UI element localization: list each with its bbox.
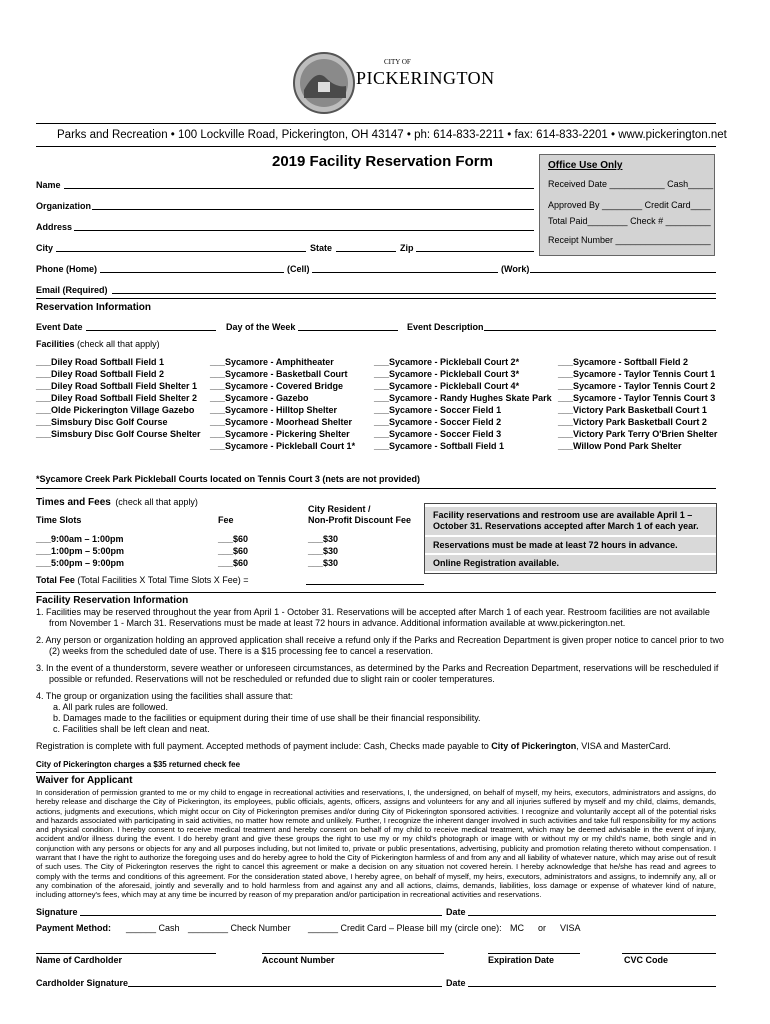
account-number-input[interactable] — [262, 953, 444, 954]
facility-option[interactable]: ___Sycamore - Pickleball Court 4* — [374, 381, 520, 391]
event-description-label: Event Description — [407, 322, 484, 332]
credit-card-option[interactable]: ______ Credit Card – Please bill my (circle one): — [308, 923, 502, 933]
account-number-label: Account Number — [262, 955, 335, 965]
cardholder-date-label: Date — [446, 978, 466, 988]
or-text: or — [538, 923, 547, 933]
waiver-heading: Waiver for Applicant — [36, 775, 133, 786]
info-item-4: 4. The group or organization using the facilities shall assure that: — [36, 691, 293, 701]
address-label: Address — [36, 222, 73, 232]
cardholder-signature-label: Cardholder Signature — [36, 978, 129, 988]
info-heading: Facility Reservation Information — [36, 595, 189, 606]
work-label: (Work) — [501, 264, 530, 274]
discount-option[interactable]: ___$30 — [308, 558, 339, 568]
signature-date-input[interactable] — [468, 915, 716, 916]
facility-option[interactable]: ___Diley Road Softball Field Shelter 1 — [36, 381, 198, 391]
payment-methods-text — [36, 741, 716, 752]
facility-option[interactable]: ___Sycamore - Softball Field 2 — [558, 357, 689, 367]
total-fee-note: (Total Facilities X Total Time Slots X Fee) = — [77, 575, 249, 585]
facility-option[interactable]: ___Sycamore - Gazebo — [210, 393, 309, 403]
expiration-date-label: Expiration Date — [488, 955, 555, 965]
expiration-date-input[interactable] — [488, 953, 580, 954]
logo-city-of: CITY OF — [384, 58, 411, 66]
fee-option[interactable]: ___$60 — [218, 546, 249, 556]
payment-payee: City of Pickerington — [491, 741, 577, 751]
office-total-row: Total Paid________ Check # _________ — [548, 216, 711, 226]
info-item-4c: c. Facilities shall be left clean and neat. — [53, 724, 210, 734]
notice-online: Online Registration available. — [425, 555, 716, 571]
returned-check-note: City of Pickerington charges a $35 returned check fee — [36, 760, 241, 769]
waiver-rule — [36, 772, 716, 773]
facility-option[interactable]: ___Diley Road Softball Field 2 — [36, 369, 165, 379]
office-use-box — [539, 154, 715, 256]
facility-option[interactable]: ___Sycamore - Moorhead Shelter — [210, 417, 353, 427]
email-input[interactable] — [112, 293, 716, 294]
office-received-row: Received Date ___________ Cash_____ — [548, 179, 714, 189]
discount-option[interactable]: ___$30 — [308, 534, 339, 544]
check-number-option[interactable]: ________ Check Number — [188, 923, 291, 933]
facility-option[interactable]: ___Victory Park Terry O'Brien Shelter — [558, 429, 718, 439]
cardholder-name-label: Name of Cardholder — [36, 955, 123, 965]
work-input[interactable] — [530, 272, 716, 273]
event-date-input[interactable] — [86, 330, 216, 331]
facility-option[interactable]: ___Victory Park Basketball Court 2 — [558, 417, 707, 427]
mc-option[interactable]: MC — [510, 923, 524, 933]
total-fee-row — [36, 575, 249, 585]
city-logo — [286, 48, 495, 118]
facility-column-3 — [374, 356, 552, 452]
time-slots-header: Time Slots — [36, 515, 82, 525]
city-label: City — [36, 243, 54, 253]
header-contact-line: Parks and Recreation • 100 Lockville Road, Pickerington, OH 43147 • ph: 614-833-2211 • fax: 614-833-2201 • www.pickerington.net — [57, 129, 727, 141]
signature-label: Signature — [36, 907, 78, 917]
facility-option[interactable]: ___Sycamore - Randy Hughes Skate Park — [374, 393, 552, 403]
cardholder-name-input[interactable] — [36, 953, 216, 954]
name-label: Name — [36, 180, 61, 190]
state-input[interactable] — [336, 251, 396, 252]
organization-input[interactable] — [92, 209, 534, 210]
facility-option[interactable]: ___Sycamore - Pickleball Court 1* — [210, 441, 356, 451]
facility-option[interactable]: ___Sycamore - Soccer Field 3 — [374, 429, 502, 439]
office-receipt-row: Receipt Number ___________________ — [548, 235, 711, 245]
event-description-input[interactable] — [484, 330, 716, 331]
facility-option[interactable]: ___Diley Road Softball Field 1 — [36, 357, 165, 367]
facility-option[interactable]: ___Sycamore - Taylor Tennis Court 1 — [558, 369, 716, 379]
cell-label: (Cell) — [287, 264, 310, 274]
cvc-label: CVC Code — [624, 955, 669, 965]
info-item-2: 2. Any person or organization holding an approved application shall receive a refund only if the Parks and Recreation Department is given proper notice to cancel prior to two (2) weeks from the scheduled date of use. There is a $15 processing fee to cancel a reservation. — [36, 635, 724, 656]
cash-option[interactable]: ______ Cash — [126, 923, 180, 933]
header-rule — [36, 123, 716, 124]
reservation-rule — [36, 298, 716, 299]
fee-header: Fee — [218, 515, 234, 525]
facility-option[interactable]: ___Sycamore - Covered Bridge — [210, 381, 344, 391]
times-rule — [36, 488, 716, 489]
zip-label: Zip — [400, 243, 414, 253]
times-heading-note: (check all that apply) — [115, 497, 198, 507]
discount-column — [308, 533, 338, 569]
logo-name: PICKERINGTON — [356, 68, 495, 88]
availability-notice — [424, 503, 717, 574]
resident-header-2: Non-Profit Discount Fee — [308, 515, 411, 525]
info-item-3: 3. In the event of a thunderstorm, severe weather or unforeseen circumstances, as determined by the Parks and Recreation Department, reservations will be rescheduled if possible or refunded. Reservations will not be rescheduled or refunded due to slight rain or cooler temperatures. — [36, 663, 719, 684]
discount-option[interactable]: ___$30 — [308, 546, 339, 556]
organization-label: Organization — [36, 201, 92, 211]
office-approved-row: Approved By ________ Credit Card____ — [548, 200, 711, 210]
day-of-week-label: Day of the Week — [226, 322, 296, 332]
phone-home-input[interactable] — [100, 272, 284, 273]
cardholder-signature-input[interactable] — [128, 986, 442, 987]
info-item-4b: b. Damages made to the facilities or equipment during their time of use shall be their financial responsibility. — [53, 713, 481, 723]
facility-option[interactable]: ___Sycamore - Pickleball Court 3* — [374, 369, 520, 379]
facility-option[interactable]: ___Sycamore - Hilltop Shelter — [210, 405, 338, 415]
info-item-1: 1. Facilities may be reserved throughout the year from April 1 - October 31. Reservations will be accepted after March 1 of each year. Restroom facilities are not available from November 1 - March 31. Reservations must be made at least 72 hours in advance. Additional information available at www.pickerington.net. — [36, 607, 710, 628]
info-item-4a: a. All park rules are followed. — [53, 702, 169, 712]
facility-option[interactable]: ___Sycamore - Soccer Field 2 — [374, 417, 502, 427]
facility-option[interactable]: ___Sycamore - Basketball Court — [210, 369, 348, 379]
resident-header-1: City Resident / — [308, 504, 371, 514]
signature-input[interactable] — [80, 915, 442, 916]
facility-column-1 — [36, 356, 201, 440]
zip-input[interactable] — [416, 251, 534, 252]
cell-input[interactable] — [312, 272, 498, 273]
time-slot-column — [36, 533, 124, 569]
fee-option[interactable]: ___$60 — [218, 534, 249, 544]
times-heading — [36, 492, 198, 510]
city-input[interactable] — [56, 251, 306, 252]
address-input[interactable] — [74, 230, 534, 231]
facility-option[interactable]: ___Sycamore - Soccer Field 1 — [374, 405, 502, 415]
event-date-label: Event Date — [36, 322, 83, 332]
time-slot-option[interactable]: ___5:00pm – 9:00pm — [36, 558, 125, 568]
header-rule-bottom — [36, 146, 716, 147]
day-of-week-input[interactable] — [298, 330, 398, 331]
waiver-text: In consideration of permission granted to me or my child to engage in recreational activities and reservations, I, the undersigned, on behalf of myself, my heirs, executors, administrators and assigns, do hereby release and discharge the City of Pickerington, its employees, public officials, agents, officers, assigns and volunteers for any and all injuries suffered by myself and my child, claims, demands, actions, judgments and executions, which might occur on City of Pickerington premises and/or during City of Pickerington sponsored activities. I recognize and voluntarily accept all of the potential risks and hazards associated with participating in said activities, no matter how remote and unlikely. Further, I recognize the inherent danger involved in such activities and take full responsibility for my actions and physical condition. I hereby consent to receive medical treatment and hereby consent on behalf of my child to receive medical treatment, which may be deemed advisable in the event of injury, accident and/or illness during the event. I do hereby grant and give these groups the right to use my or my child's photograph or image with or without my or my child's name, both single and in conjunction with any persons or objects for any and all purposes including, but not limited to, private or public presentations, advertising, publicity and promotion relating thereto without compensation. I warrant that I have the right to authorize the foregoing uses and do hereby agree to hold the City of Pickerington harmless of and from any and all liability of whatever nature, which may arise out of result of such uses. The City of Pickerington reserves the right to cancel this agreement or make a decision on any situation not covered herein. I hereby acknowledge that he/she has read and agrees to comply with the terms and conditions of this agreement. For the consideration stated above, I hereby agree, on behalf of myself, my heirs, executors, administrators and assigns, to indemnify any, all or any combination of the aforesaid, jointly and severally and to hold harmless from and against any and all actions, claims, demands, liabilities, loss damage or expense of whatever kind of nature, including attorney's fees, which may at any time be incurred by reason of my preparation and/or participation in recreational activities and reservations. — [36, 788, 716, 900]
total-fee-input[interactable] — [306, 584, 424, 585]
facility-option[interactable]: ___Willow Pond Park Shelter — [558, 441, 682, 451]
phone-home-label: Phone (Home) — [36, 264, 98, 274]
signature-date-label: Date — [446, 907, 466, 917]
payment-method-label: Payment Method: — [36, 923, 112, 933]
info-rule — [36, 592, 716, 593]
time-slot-option[interactable]: ___9:00am – 1:00pm — [36, 534, 124, 544]
notice-availability: Facility reservations and restroom use are available April 1 – October 31. Reservations accepted after March 1 of each year. — [425, 507, 716, 535]
facility-column-2 — [210, 356, 355, 452]
facilities-heading — [36, 339, 160, 349]
office-use-title: Office Use Only — [548, 160, 623, 171]
visa-option[interactable]: VISA — [560, 923, 581, 933]
facilities-label: Facilities — [36, 339, 75, 349]
payment-methods-end: , VISA and MasterCard. — [576, 741, 671, 751]
payment-methods-lead: Registration is complete with full payment. Accepted methods of payment include: Cash, Checks made payable to — [36, 741, 492, 751]
facility-option[interactable]: ___Sycamore - Taylor Tennis Court 3 — [558, 393, 716, 403]
facility-option[interactable]: ___Sycamore - Softball Field 1 — [374, 441, 505, 451]
facility-option[interactable]: ___Simsbury Disc Golf Course Shelter — [36, 429, 201, 439]
cardholder-date-input[interactable] — [468, 986, 716, 987]
cvc-input[interactable] — [622, 953, 716, 954]
form-title: 2019 Facility Reservation Form — [272, 153, 493, 170]
facility-option[interactable]: ___Sycamore - Pickering Shelter — [210, 429, 350, 439]
facility-option[interactable]: ___Sycamore - Amphitheater — [210, 357, 334, 367]
facility-option[interactable]: ___Sycamore - Pickleball Court 2* — [374, 357, 520, 367]
facility-option[interactable]: ___Olde Pickerington Village Gazebo — [36, 405, 195, 415]
notice-advance: Reservations must be made at least 72 hours in advance. — [425, 537, 716, 553]
state-label: State — [310, 243, 333, 253]
city-seal-icon — [286, 48, 366, 118]
pickleball-note: *Sycamore Creek Park Pickleball Courts located on Tennis Court 3 (nets are not provided) — [36, 474, 420, 484]
facility-option[interactable]: ___Simsbury Disc Golf Course — [36, 417, 168, 427]
reservation-heading: Reservation Information — [36, 302, 152, 313]
facility-option[interactable]: ___Victory Park Basketball Court 1 — [558, 405, 707, 415]
time-slot-option[interactable]: ___1:00pm – 5:00pm — [36, 546, 125, 556]
email-label: Email (Required) — [36, 285, 108, 295]
fee-column — [218, 533, 248, 569]
name-input[interactable] — [64, 188, 534, 189]
facility-column-4 — [558, 356, 717, 452]
total-fee-label: Total Fee — [36, 575, 75, 585]
facility-option[interactable]: ___Diley Road Softball Field Shelter 2 — [36, 393, 198, 403]
times-heading-label: Times and Fees — [36, 497, 111, 508]
facilities-note: (check all that apply) — [77, 339, 160, 349]
facility-option[interactable]: ___Sycamore - Taylor Tennis Court 2 — [558, 381, 716, 391]
fee-option[interactable]: ___$60 — [218, 558, 249, 568]
